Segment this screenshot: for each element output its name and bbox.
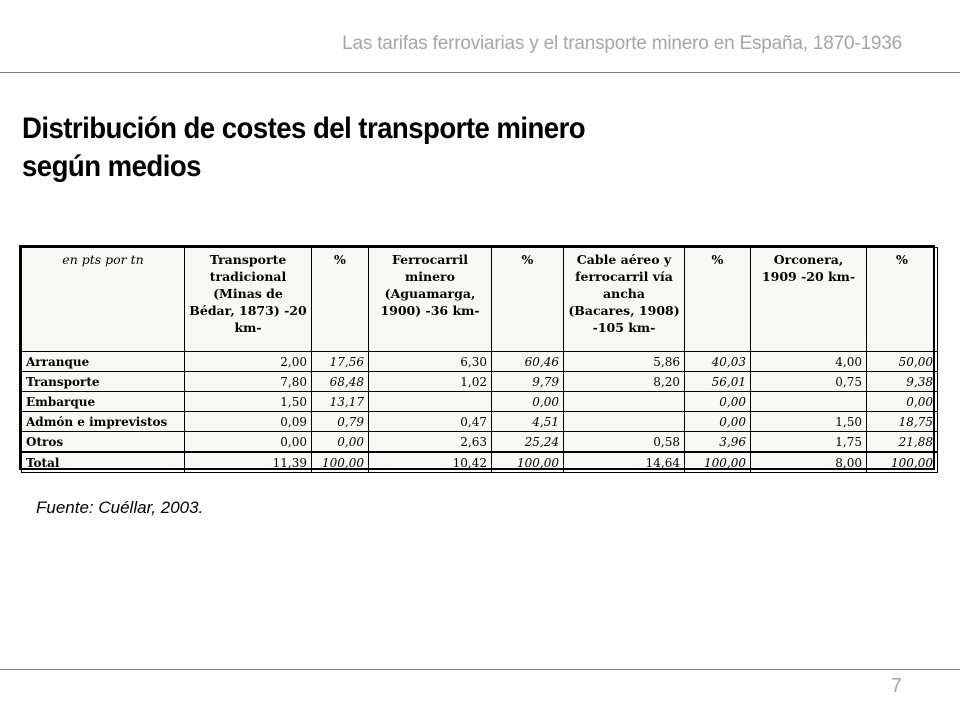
cost-cell: 8,00 [751, 452, 867, 473]
percent-cell: 25,24 [492, 432, 564, 453]
source-citation: Fuente: Cuéllar, 2003. [36, 498, 204, 517]
cost-cell: 1,02 [369, 372, 492, 392]
cost-cell: 8,20 [564, 372, 685, 392]
slide-title-line-2: según medios [22, 150, 201, 183]
percent-cell: 100,00 [312, 452, 369, 473]
table-column-header: Orconera, 1909 -20 km- [751, 248, 867, 352]
percent-cell: 9,79 [492, 372, 564, 392]
table-row [22, 372, 938, 392]
table-percent-header: % [867, 248, 938, 352]
table-column-header: Transporte tradicional (Minas de Bédar, 1873) -20 km- [185, 248, 312, 352]
row-label: Admón e imprevistos [22, 412, 185, 432]
cost-cell: 1,75 [751, 432, 867, 453]
table-unit-header: en pts por tn [22, 248, 185, 352]
percent-cell: 3,96 [685, 432, 751, 453]
table-row [22, 432, 938, 453]
percent-cell: 100,00 [867, 452, 938, 473]
table-row [22, 452, 938, 473]
cost-cell [564, 412, 685, 432]
cost-cell [564, 392, 685, 412]
cost-distribution-table-image [19, 245, 935, 470]
percent-cell: 100,00 [685, 452, 751, 473]
cost-cell: 11,39 [185, 452, 312, 473]
percent-cell: 17,56 [312, 352, 369, 372]
header-divider [0, 72, 960, 73]
table-row [22, 352, 938, 372]
cost-cell: 6,30 [369, 352, 492, 372]
percent-cell: 0,00 [685, 412, 751, 432]
percent-cell: 0,00 [312, 432, 369, 453]
row-label: Transporte [22, 372, 185, 392]
row-label: Otros [22, 432, 185, 453]
cost-cell: 2,00 [185, 352, 312, 372]
cost-distribution-table [21, 247, 938, 473]
row-label: Arranque [22, 352, 185, 372]
table-header [22, 248, 938, 352]
cost-cell: 1,50 [751, 412, 867, 432]
cost-cell: 2,63 [369, 432, 492, 453]
page-number: 7 [890, 675, 902, 697]
percent-cell: 50,00 [867, 352, 938, 372]
cost-cell [751, 392, 867, 412]
table-body [22, 352, 938, 473]
cost-cell: 0,58 [564, 432, 685, 453]
percent-cell: 0,00 [492, 392, 564, 412]
percent-cell: 4,51 [492, 412, 564, 432]
percent-cell: 100,00 [492, 452, 564, 473]
cost-cell [369, 392, 492, 412]
footer-divider [0, 669, 960, 670]
percent-cell: 68,48 [312, 372, 369, 392]
percent-cell: 60,46 [492, 352, 564, 372]
table-row [22, 412, 938, 432]
cost-cell: 10,42 [369, 452, 492, 473]
row-label: Total [22, 452, 185, 473]
percent-cell: 13,17 [312, 392, 369, 412]
table-percent-header: % [492, 248, 564, 352]
presentation-header-title: Las tarifas ferroviarias y el transporte minero en España, 1870-1936 [342, 33, 902, 54]
percent-cell: 0,00 [867, 392, 938, 412]
slide-title-line-1: Distribución de costes del transporte minero [22, 112, 586, 145]
table-percent-header: % [312, 248, 369, 352]
cost-cell: 1,50 [185, 392, 312, 412]
percent-cell: 56,01 [685, 372, 751, 392]
row-label: Embarque [22, 392, 185, 412]
cost-cell: 4,00 [751, 352, 867, 372]
percent-cell: 40,03 [685, 352, 751, 372]
percent-cell: 0,00 [685, 392, 751, 412]
cost-cell: 7,80 [185, 372, 312, 392]
table-header-row [22, 248, 938, 352]
table-row [22, 392, 938, 412]
percent-cell: 21,88 [867, 432, 938, 453]
table-column-header: Cable aéreo y ferrocarril vía ancha (Bacares, 1908) -105 km- [564, 248, 685, 352]
percent-cell: 0,79 [312, 412, 369, 432]
cost-cell: 0,00 [185, 432, 312, 453]
table-percent-header: % [685, 248, 751, 352]
table-column-header: Ferrocarril minero (Aguamarga, 1900) -36 km- [369, 248, 492, 352]
cost-cell: 14,64 [564, 452, 685, 473]
percent-cell: 9,38 [867, 372, 938, 392]
cost-cell: 5,86 [564, 352, 685, 372]
slide-title [22, 110, 666, 186]
cost-cell: 0,47 [369, 412, 492, 432]
cost-cell: 0,75 [751, 372, 867, 392]
cost-cell: 0,09 [185, 412, 312, 432]
percent-cell: 18,75 [867, 412, 938, 432]
